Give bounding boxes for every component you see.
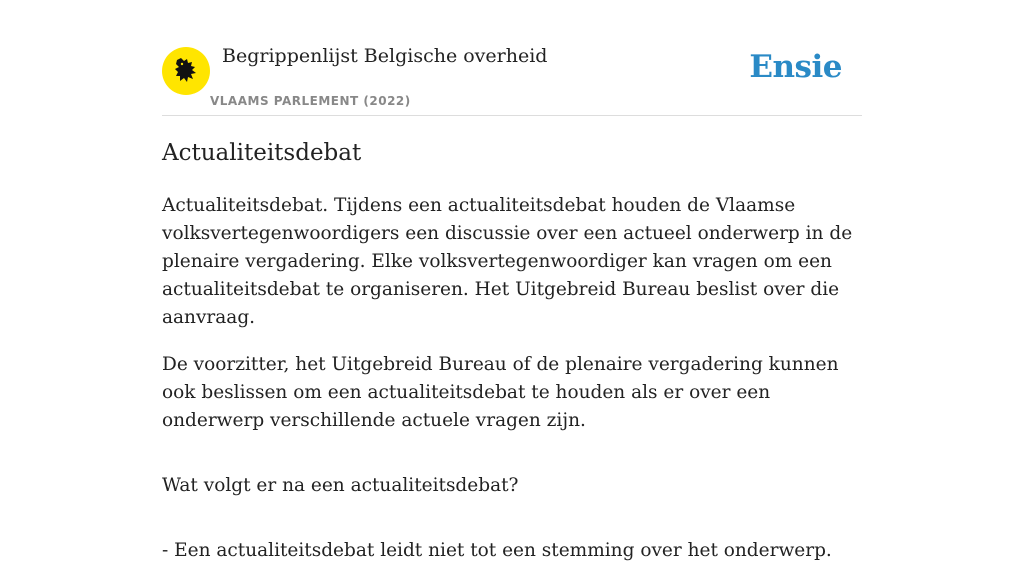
flemish-lion-icon	[171, 56, 201, 86]
term-title: Actualiteitsdebat	[162, 140, 362, 166]
definition-content	[162, 192, 862, 584]
ensie-logo-link[interactable]: Ensie	[749, 49, 842, 85]
page-header	[162, 0, 862, 116]
source-logo[interactable]	[162, 47, 210, 95]
page-container	[162, 0, 862, 561]
definition-paragraph: De voorzitter, het Uitgebreid Bureau of de plenaire vergadering kunnen ook beslissen om een actualiteitsdebat te houden als er over een onderwerp verschillende actuele vragen zijn.	[162, 354, 839, 431]
definition-paragraph: - Een actualiteitsdebat leidt niet tot een stemming over het onderwerp.	[162, 540, 832, 561]
source-meta: VLAAMS PARLEMENT (2022)	[210, 94, 411, 108]
definition-paragraph: Actualiteitsdebat. Tijdens een actualiteitsdebat houden de Vlaamse volksvertegenwoordigers een discussie over een actueel onderwerp in de plenaire vergadering. Elke volksvertegenwoordiger kan vragen om een actualiteitsdebat te organiseren. Het Uitgebreid Bureau beslist over die aanvraag.	[162, 195, 853, 328]
source-title[interactable]: Begrippenlijst Belgische overheid	[222, 45, 548, 67]
definition-paragraph: Wat volgt er na een actualiteitsdebat?	[162, 475, 519, 496]
